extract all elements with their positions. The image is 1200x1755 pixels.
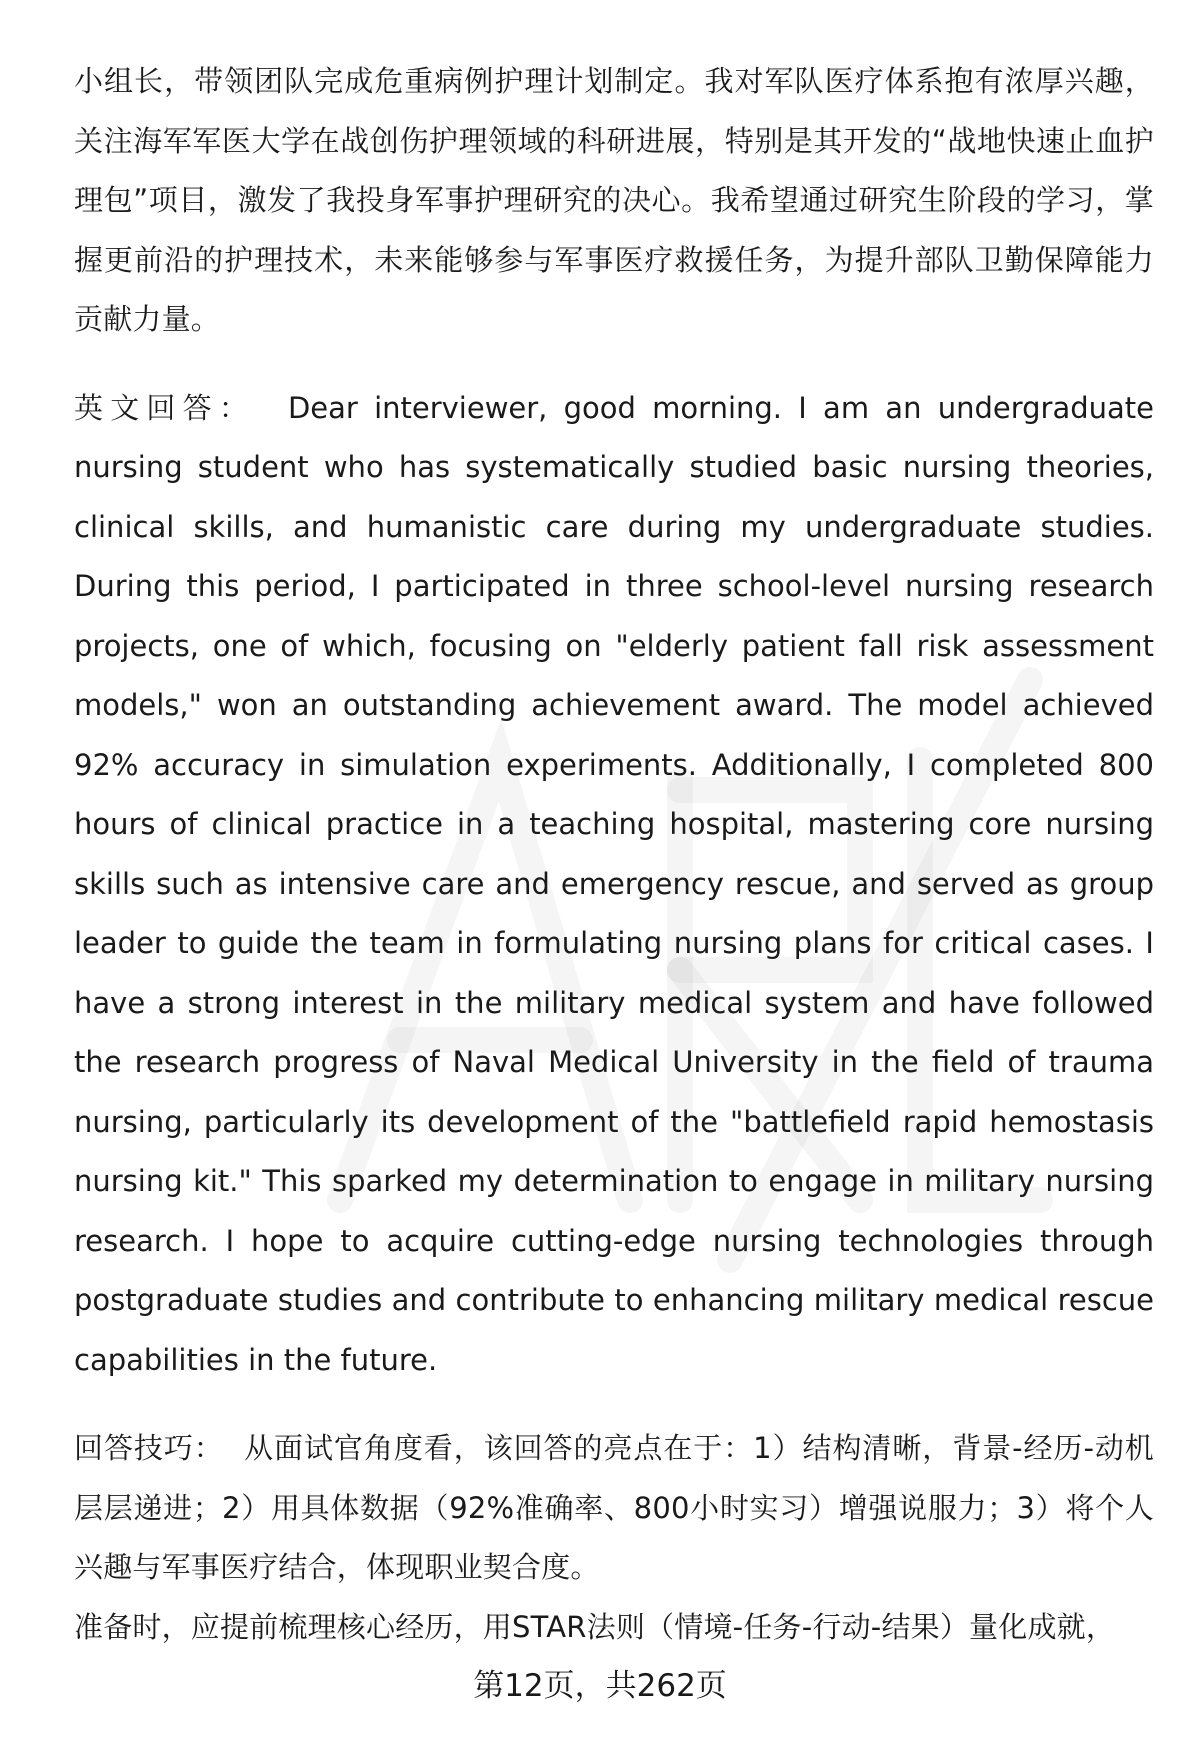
paragraph-chinese-intro-tail: 小组长，带领团队完成危重病例护理计划制定。我对军队医疗体系抱有浓厚兴趣，关注海军军医大学在战创伤护理领域的科研进展，特别是其开发的“战地快速止血护理包”项目，激发了我投身军事护理研究的决心。我希望通过研究生阶段的学习，掌握更前沿的护理技术，未来能够参与军事医疗救援任务，为提升部队卫勤保障能力贡献力量。 (74, 64, 1154, 336)
answer-tips-label: 回答技巧： (74, 1431, 245, 1465)
document-body (74, 52, 1154, 1657)
answer-tips-text: 从面试官角度看，该回答的亮点在于：1）结构清晰，背景-经历-动机层层递进；2）用具体数据（92%准确率、800小时实习）增强说服力；3）将个人兴趣与军事医疗结合，体现职业契合度。 (74, 1431, 1155, 1584)
paragraph-answer-tips (74, 1419, 1154, 1598)
paragraph-english-answer (74, 379, 1154, 1391)
page-number-footer: 第12页，共262页 (473, 1668, 727, 1704)
english-answer-text: Dear interviewer, good morning. I am an undergraduate nursing student who has systematically studied basic nursing theories, clinical skills, and humanistic care during my undergraduate studies. During this period, I participated in three school-level nursing research projects, one of which, focusing on "elderly patient fall risk assessment models," won an outstanding achievement award. The model achieved 92% accuracy in simulation experiments. Additionally, I completed 800 hours of clinical practice in a teaching hospital, mastering core nursing skills such as intensive care and emergency rescue, and served as group leader to guide the team in formulating nursing plans for critical cases. I have a strong interest in the military medical system and have followed the research progress of Naval Medical University in the field of trauma nursing, particularly its development of the "battlefield rapid hemostasis nursing kit." This sparked my determination to engage in military nursing research. I hope to acquire cutting-edge nursing technologies through postgraduate studies and contribute to enhancing military medical rescue capabilities in the future. (74, 390, 1154, 1377)
english-answer-label: 英文回答： (74, 390, 288, 425)
paragraph-preparation: 准备时，应提前梳理核心经历，用STAR法则（情境-任务-行动-结果）量化成就， (74, 1609, 1116, 1644)
